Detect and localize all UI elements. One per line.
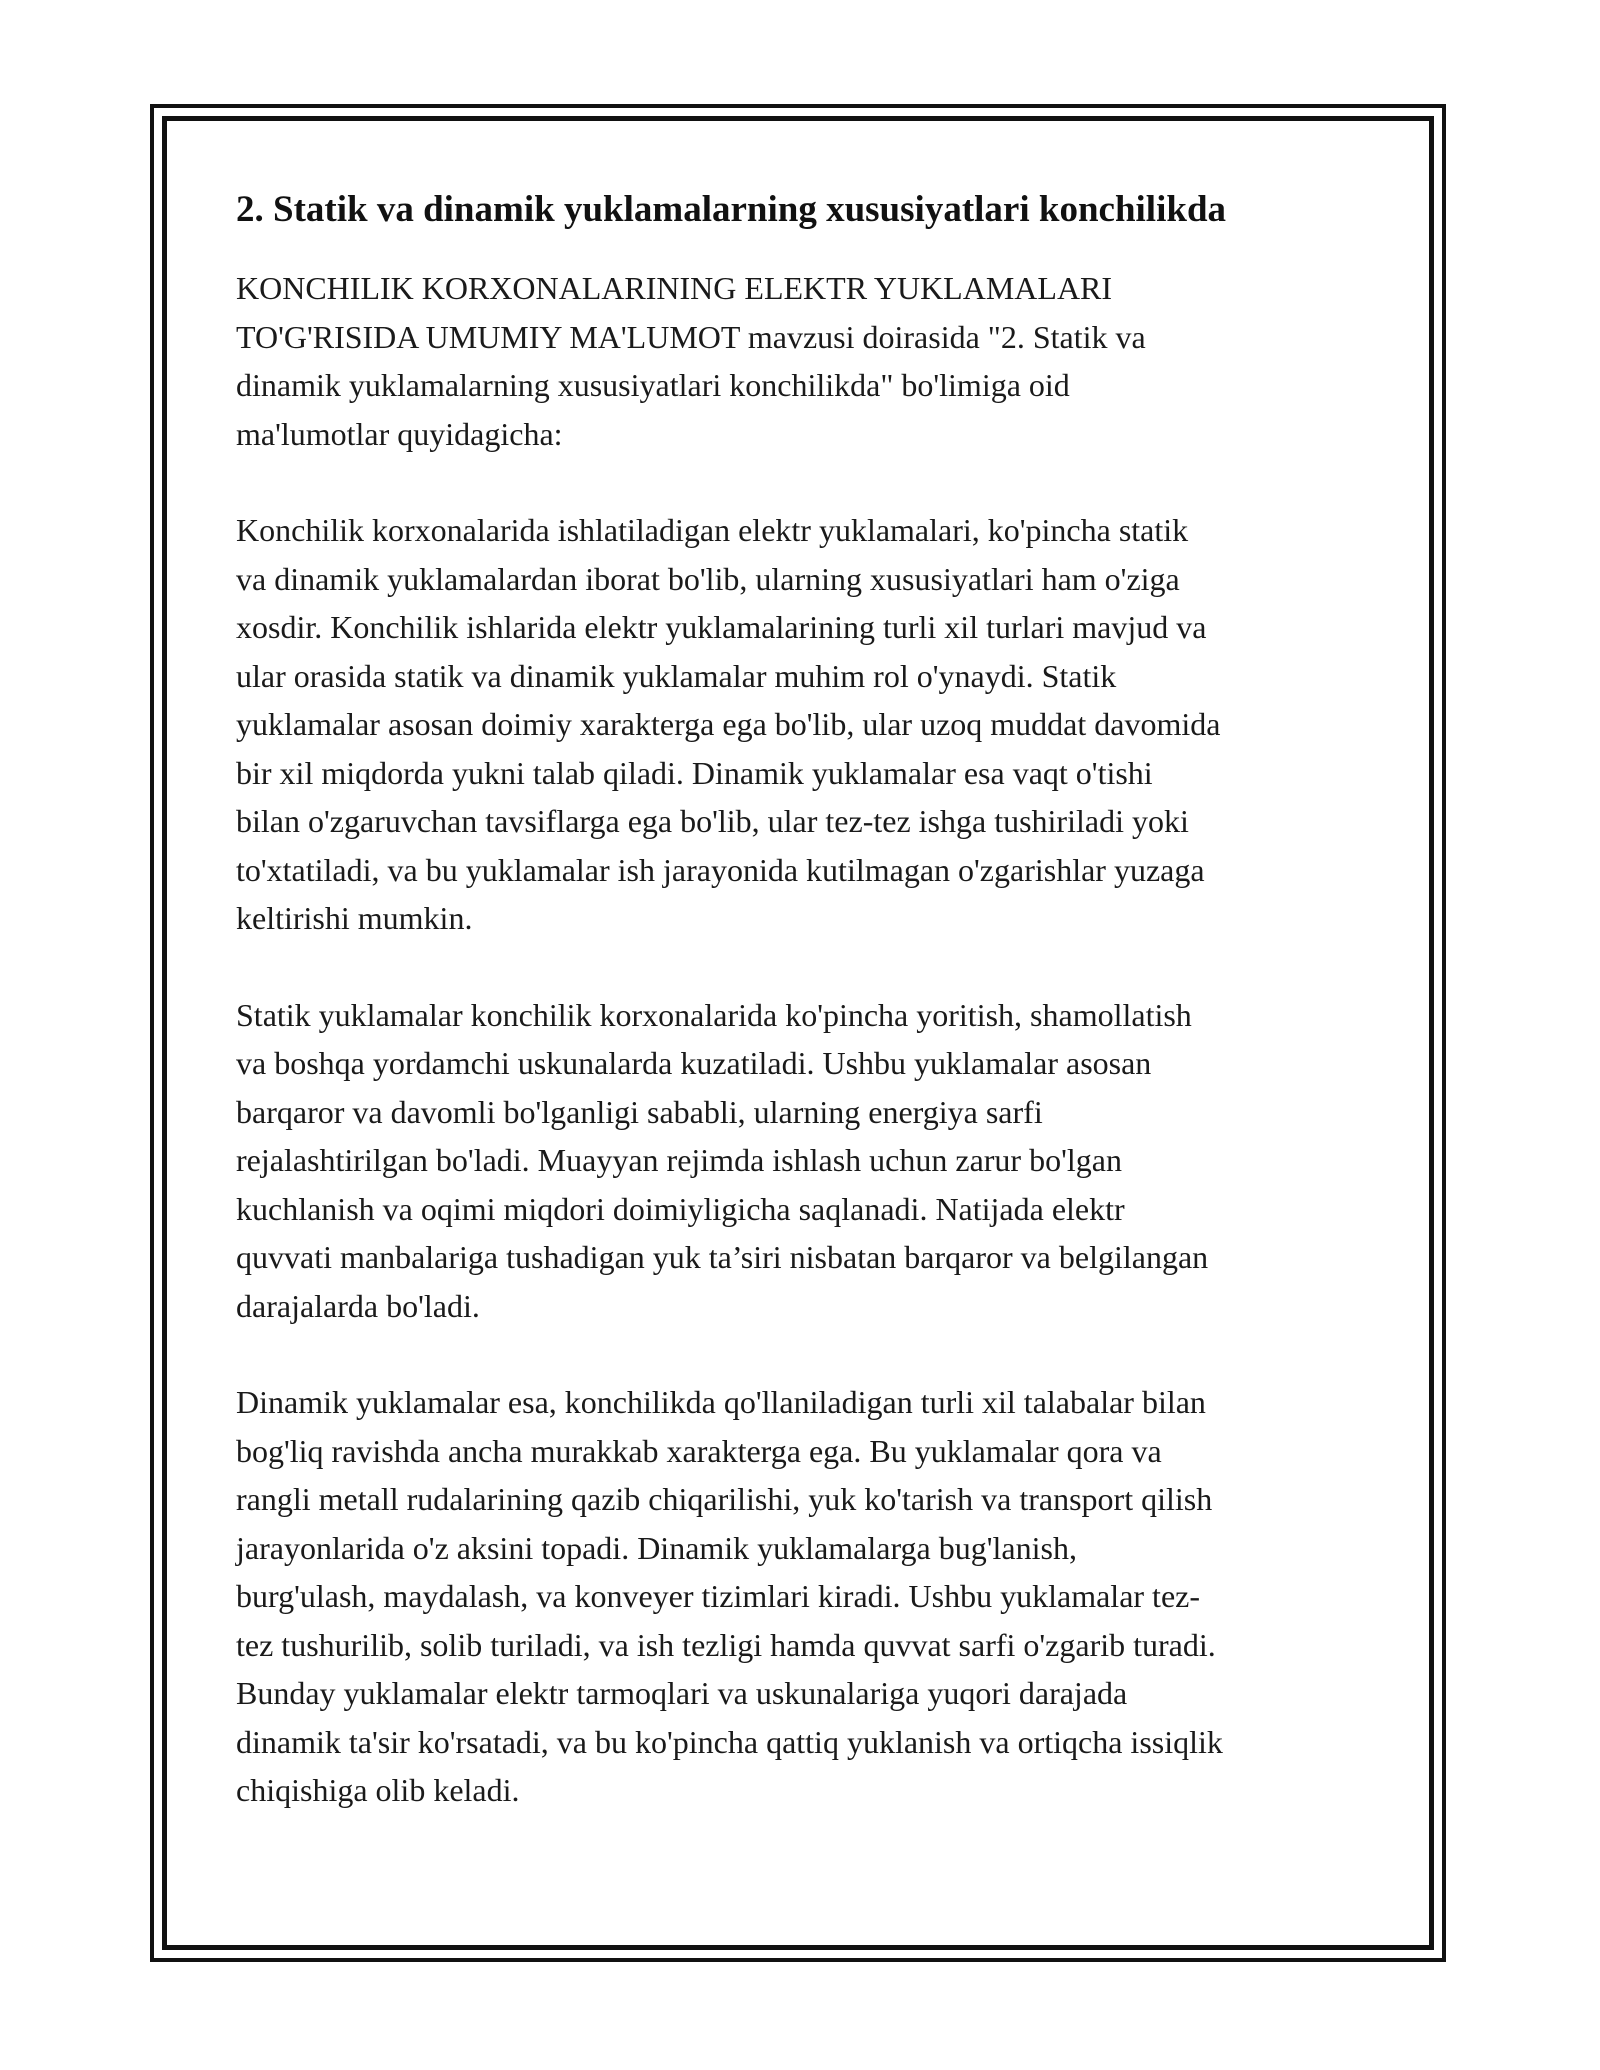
text-line: KONCHILIK KORXONALARINING ELEKTR YUKLAMALARI (236, 270, 1113, 306)
text-line: keltirishi mumkin. (236, 900, 473, 936)
text-line: va dinamik yuklamalardan iborat bo'lib, ularning xususiyatlari ham o'ziga (236, 560, 1180, 597)
text-line: yuklamalar asosan doimiy xarakterga ega bo'lib, ular uzoq muddat davomida (236, 706, 1221, 742)
text-line: barqaror va davomli bo'lganligi sababli, ularning energiya sarfi (236, 1093, 1043, 1130)
paragraph (236, 506, 1376, 943)
section-heading: 2. Statik va dinamik yuklamalarning xususiyatlari konchilikda (236, 189, 1227, 230)
text-line: burg'ulash, maydalash, va konveyer tizimlari kiradi. Ushbu yuklamalar tez- (236, 1578, 1200, 1614)
paragraph (236, 1378, 1376, 1815)
text-line: ular orasida statik va dinamik yuklamalar muhim rol o'ynaydi. Statik (236, 657, 1117, 694)
text-line: rangli metall rudalarining qazib chiqarilishi, yuk ko'tarish va transport qilish (236, 1481, 1213, 1517)
text-line: Dinamik yuklamalar esa, konchilikda qo'llaniladigan turli xil talabalar bilan (236, 1384, 1206, 1420)
text-line: xosdir. Konchilik ishlarida elektr yuklamalarining turli xil turlari mavjud va (236, 609, 1207, 645)
text-line: tez tushurilib, solib turiladi, va ish tezligi hamda quvvat sarfi o'zgarib turadi. (236, 1626, 1216, 1663)
text-line: jarayonlarida o'z aksini topadi. Dinamik yuklamalarga bug'lanish, (236, 1529, 1077, 1566)
text-line: kuchlanish va oqimi miqdori doimiyligicha saqlanadi. Natijada elektr (236, 1190, 1125, 1227)
text-line: TO'G'RISIDA UMUMIY MA'LUMOT mavzusi doirasida "2. Statik va (236, 318, 1146, 355)
text-line: Konchilik korxonalarida ishlatiladigan elektr yuklamalari, ko'pincha statik (236, 512, 1189, 548)
text-line: Statik yuklamalar konchilik korxonalarida ko'pincha yoritish, shamollatish (236, 996, 1192, 1033)
text-line: dinamik ta'sir ko'rsatadi, va bu ko'pincha qattiq yuklanish va ortiqcha issiqlik (236, 1723, 1223, 1760)
text-line: va boshqa yordamchi uskunalarda kuzatiladi. Ushbu yuklamalar asosan (236, 1045, 1152, 1081)
text-line: bilan o'zgaruvchan tavsiflarga ega bo'lib, ular tez-tez ishga tushiriladi yoki (236, 803, 1189, 839)
paragraph-list (236, 264, 1376, 1815)
paragraph (236, 264, 1376, 458)
text-line: rejalashtirilgan bo'ladi. Muayyan rejimda ishlash uchun zarur bo'lgan (236, 1142, 1122, 1178)
text-line: bir xil miqdorda yukni talab qiladi. Dinamik yuklamalar esa vaqt o'tishi (236, 754, 1153, 791)
document-body (236, 186, 1376, 1863)
text-line: Bunday yuklamalar elektr tarmoqlari va uskunalariga yuqori darajada (236, 1675, 1128, 1711)
paragraph (236, 991, 1376, 1331)
text-line: quvvati manbalariga tushadigan yuk ta’siri nisbatan barqaror va belgilangan (236, 1239, 1209, 1275)
text-line: dinamik yuklamalarning xususiyatlari konchilikda" bo'limiga oid (236, 367, 1070, 403)
text-line: bog'liq ravishda ancha murakkab xarakterga ega. Bu yuklamalar qora va (236, 1432, 1162, 1469)
text-line: ma'lumotlar quyidagicha: (236, 415, 563, 452)
text-line: darajalarda bo'ladi. (236, 1287, 480, 1324)
text-line: to'xtatiladi, va bu yuklamalar ish jarayonida kutilmagan o'zgarishlar yuzaga (236, 851, 1205, 888)
text-line: chiqishiga olib keladi. (236, 1772, 520, 1808)
